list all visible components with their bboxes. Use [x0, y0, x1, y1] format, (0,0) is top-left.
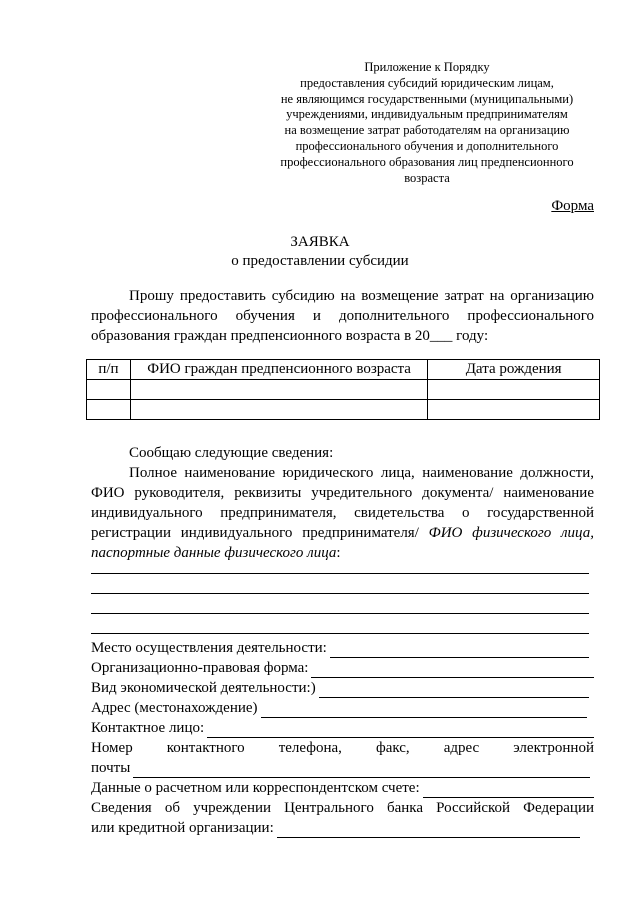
- header-full-name: ФИО граждан предпенсионного возраста: [130, 360, 427, 380]
- table-cell[interactable]: [87, 380, 131, 400]
- field-address: [91, 698, 587, 718]
- table-cell[interactable]: [87, 400, 131, 420]
- field-label: Номер контактного телефона, факс, адрес электронной: [91, 740, 594, 756]
- blank-line[interactable]: [91, 633, 589, 634]
- table-cell[interactable]: [130, 380, 427, 400]
- info-line: индивидуального предпринимателя, свидетельства о государственной: [91, 505, 594, 521]
- header-number: п/п: [87, 360, 131, 380]
- blank-line[interactable]: [91, 593, 589, 594]
- info-colon: :: [336, 545, 341, 561]
- info-line: Полное наименование юридического лица, наименование должности,: [129, 465, 594, 481]
- request-paragraph: [91, 286, 594, 346]
- appendix-line: профессионального обучения и дополнительного: [295, 138, 559, 153]
- field-label: Сведения об учреждении Центрального банка Российской Федерации: [91, 800, 594, 816]
- table-cell[interactable]: [428, 380, 600, 400]
- appendix-line: профессионального образования лиц предпенсионного: [280, 154, 574, 169]
- field-label: Вид экономической деятельности:): [91, 680, 316, 696]
- document-subtitle: о предоставлении субсидии: [231, 253, 409, 269]
- info-line-text: регистрации индивидуального предпринимателя/: [91, 525, 419, 541]
- field-phone-email: [91, 758, 590, 778]
- header-birth-date: Дата рождения: [428, 360, 600, 380]
- table-row: [87, 400, 600, 420]
- request-line: Прошу предоставить субсидию на возмещение затрат на организацию: [129, 288, 594, 304]
- field-bank-org: [91, 818, 580, 838]
- appendix-line: на возмещение затрат работодателям на организацию: [284, 123, 570, 138]
- info-line-mixed: [91, 543, 594, 563]
- info-intro: Сообщаю следующие сведения:: [129, 445, 334, 461]
- field-label: почты: [91, 760, 131, 776]
- field-label: Место осуществления деятельности:: [91, 640, 327, 656]
- info-line: ФИО руководителя, реквизиты учредительного документа/ наименование: [91, 485, 594, 501]
- field-activity: [91, 678, 589, 698]
- field-label: Контактное лицо:: [91, 720, 205, 736]
- field-blank[interactable]: [277, 822, 580, 838]
- appendix-line: предоставления субсидий юридическим лицам,: [300, 75, 554, 90]
- table-header-row: [87, 360, 600, 380]
- field-place: [91, 638, 589, 658]
- field-label: или кредитной организации:: [91, 820, 274, 836]
- field-blank[interactable]: [261, 702, 587, 718]
- citizens-table: [86, 359, 600, 420]
- field-phone: [91, 738, 594, 758]
- field-account: [91, 778, 594, 798]
- field-blank[interactable]: [311, 662, 594, 678]
- field-blank[interactable]: [207, 722, 594, 738]
- document-title: ЗАЯВКА: [290, 234, 350, 250]
- request-line: образования граждан предпенсионного возраста в 20___ году:: [91, 328, 489, 344]
- table-row: [87, 380, 600, 400]
- appendix-line: не являющимся государственными (муниципальными): [280, 91, 574, 106]
- appendix-line: учреждениями, индивидуальным предпринимателям: [286, 107, 568, 122]
- info-italic-text: ФИО физического лица,: [418, 525, 594, 541]
- field-blank[interactable]: [330, 642, 589, 658]
- table-cell[interactable]: [130, 400, 427, 420]
- appendix-line: Приложение к Порядку: [364, 60, 490, 74]
- field-label: Данные о расчетном или корреспондентском счете:: [91, 780, 420, 796]
- field-label: Организационно-правовая форма:: [91, 660, 309, 676]
- table-cell[interactable]: [428, 400, 600, 420]
- field-blank[interactable]: [133, 762, 590, 778]
- field-legal-form: [91, 658, 594, 678]
- form-label: Форма: [551, 198, 594, 214]
- appendix-header: [262, 60, 592, 186]
- info-line-mixed: [91, 523, 594, 543]
- request-line: профессионального обучения и дополнительного профессионального: [91, 308, 594, 324]
- blank-line[interactable]: [91, 613, 589, 614]
- field-blank[interactable]: [423, 782, 594, 798]
- info-paragraph: [91, 443, 594, 563]
- blank-line[interactable]: [91, 573, 589, 574]
- field-contact: [91, 718, 594, 738]
- field-label: Адрес (местонахождение): [91, 700, 258, 716]
- info-italic-text: паспортные данные физического лица: [91, 545, 337, 561]
- field-bank: [91, 798, 594, 818]
- field-blank[interactable]: [319, 682, 589, 698]
- appendix-line: возраста: [404, 170, 450, 185]
